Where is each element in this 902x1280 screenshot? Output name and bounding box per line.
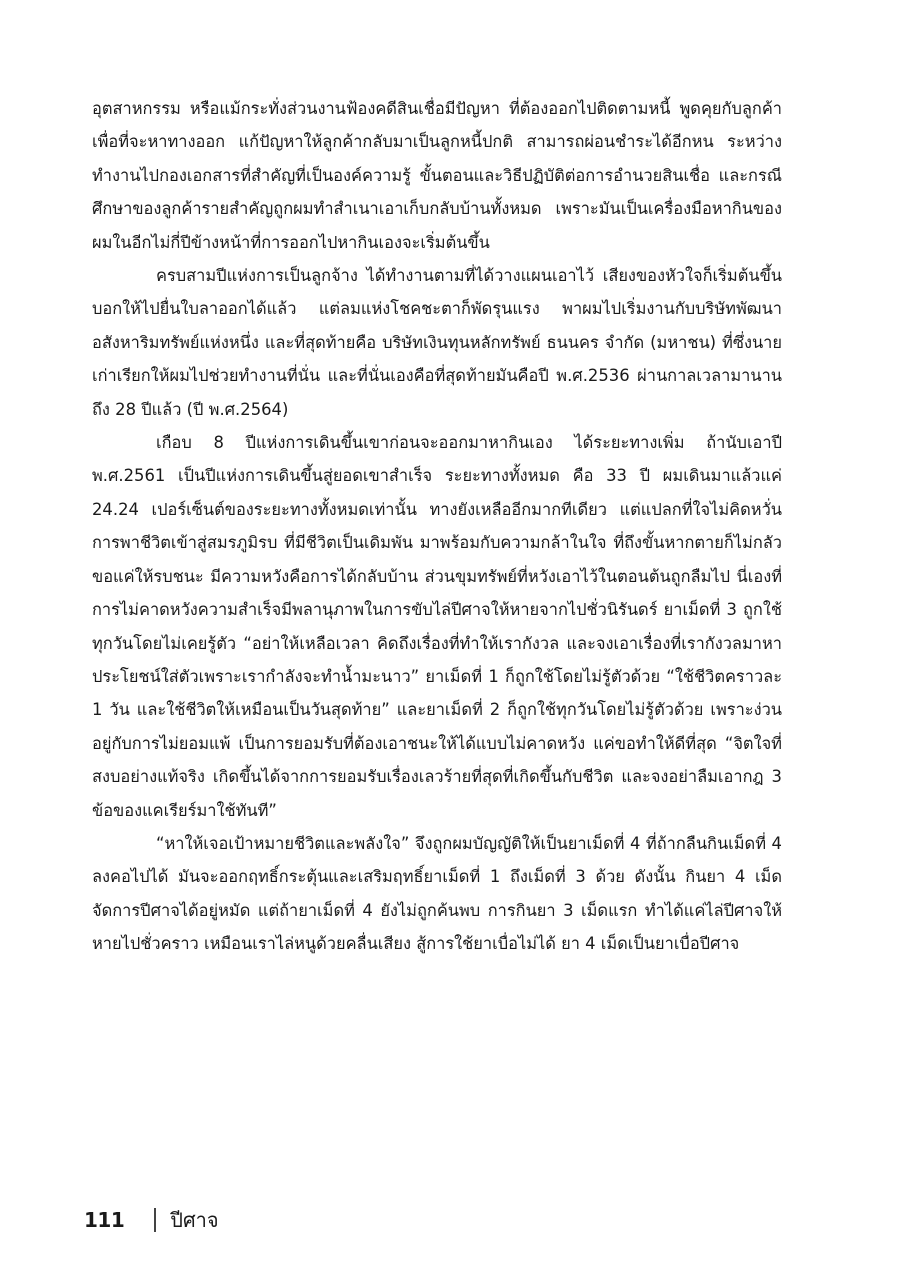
page-footer [84,1200,219,1240]
paragraph-3: เกือบ 8 ปีแห่งการเดินขึ้นเขาก่อนจะออกมาหากินเอง ได้ระยะทางเพิ่ม ถ้านับเอาปี พ.ศ.2561 เป็นปีแห่งการเดินขึ้นสู่ยอดเขาสำเร็จ ระยะทางทั้งหมด คือ 33 ปี ผมเดินมาแล้วแค่ 24.24 เปอร์เซ็นต์ของระยะทางทั้งหมดเท่านั้น ทางยังเหลืออีกมากทีเดียว แต่แปลกที่ใจไม่คิดหวั่นการพาชีวิตเข้าสู่สมรภูมิรบ ที่มีชีวิตเป็นเดิมพัน มาพร้อมกับความกล้าในใจ ที่ถึงขั้นหากตายก็ไม่กลัว ขอแค่ให้รบชนะ มีความหวังคือการได้กลับบ้าน ส่วนขุมทรัพย์ที่หวังเอาไว้ในตอนต้นถูกลืมไป นี่เองที่การไม่คาดหวังความสำเร็จมีพลานุภาพในการขับไล่ปีศาจให้หายจากไปชั่วนิรันดร์ ยาเม็ดที่ 3 ถูกใช้ทุกวันโดยไม่เคยรู้ตัว “อย่าให้เหลือเวลา คิดถึงเรื่องที่ทำให้เรากังวล และจงเอาเรื่องที่เรากังวลมาหาประโยชน์ใส่ตัวเพราะเรากำลังจะทำน้ำมะนาว” ยาเม็ดที่ 1 ก็ถูกใช้โดยไม่รู้ตัวด้วย “ใช้ชีวิตคราวละ 1 วัน และใช้ชีวิตให้เหมือนเป็นวันสุดท้าย” และยาเม็ดที่ 2 ก็ถูกใช้ทุกวันโดยไม่รู้ตัวด้วย เพราะง่วนอยู่กับการไม่ยอมแพ้ เป็นการยอมรับที่ต้องเอาชนะให้ได้แบบไม่คาดหวัง แค่ขอทำให้ดีที่สุด “จิตใจที่สงบอย่างแท้จริง เกิดขึ้นได้จากการยอมรับเรื่องเลวร้ายที่สุดที่เกิดขึ้นกับชีวิต และจงอย่าลืมเอากฎ 3 ข้อของแคเรียร์มาใช้ทันที” [92,433,782,820]
running-title: ปีศาจ [170,1208,219,1232]
paragraph-1: อุตสาหกรรม หรือแม้กระทั่งส่วนงานฟ้องคดีสินเชื่อมีปัญหา ที่ต้องออกไปติดตามหนี้ พูดคุยกับลูกค้าเพื่อที่จะหาทางออก แก้ปัญหาให้ลูกค้ากลับมาเป็นลูกหนี้ปกติ สามารถผ่อนชำระได้อีกหน ระหว่างทำงานไปกองเอกสารที่สำคัญที่เป็นองค์ความรู้ ขั้นตอนและวิธีปฏิบัติต่อการอำนวยสินเชื่อ และกรณีศึกษาของลูกค้ารายสำคัญถูกผมทำสำเนาเอาเก็บกลับบ้านทั้งหมด เพราะมันเป็นเครื่องมือหากินของผมในอีกไม่กี่ปีข้างหน้าที่การออกไปหากินเองจะเริ่มต้นขึ้น [92,99,782,252]
page-number: 111 [84,1208,125,1232]
paragraph-4: “หาให้เจอเป้าหมายชีวิตและพลังใจ” จึงถูกผมบัญญัติให้เป็นยาเม็ดที่ 4 ที่ถ้ากลืนกินเม็ดที่ 4 ลงคอไปได้ มันจะออกฤทธิ์กระตุ้นและเสริมฤทธิ์ยาเม็ดที่ 1 ถึงเม็ดที่ 3 ด้วย ดังนั้น กินยา 4 เม็ด จัดการปีศาจได้อยู่หมัด แต่ถ้ายาเม็ดที่ 4 ยังไม่ถูกค้นพบ การกินยา 3 เม็ดแรก ทำได้แค่ไล่ปีศาจให้หายไปชั่วคราว เหมือนเราไล่หนูด้วยคลื่นเสียง สู้การใช้ยาเบื่อไม่ได้ ยา 4 เม็ดเป็นยาเบื่อปีศาจ [92,833,782,954]
paragraph-2: ครบสามปีแห่งการเป็นลูกจ้าง ได้ทำงานตามที่ได้วางแผนเอาไว้ เสียงของหัวใจก็เริ่มต้นขึ้น บอกให้ไปยื่นใบลาออกได้แล้ว แต่ลมแห่งโชคชะตาก็พัดรุนแรง พาผมไปเริ่มงานกับบริษัทพัฒนาอสังหาริมทรัพย์แห่งหนึ่ง และที่สุดท้ายคือ บริษัทเงินทุนหลักทรัพย์ ธนนคร จำกัด (มหาชน) ที่ซึ่งนายเก่าเรียกให้ผมไปช่วยทำงานที่นั่น และที่นั่นเองคือที่สุดท้ายมันคือปี พ.ศ.2536 ผ่านกาลเวลามานานถึง 28 ปีแล้ว (ปี พ.ศ.2564) [92,266,782,419]
footer-divider [154,1208,156,1232]
body-text [92,92,782,961]
